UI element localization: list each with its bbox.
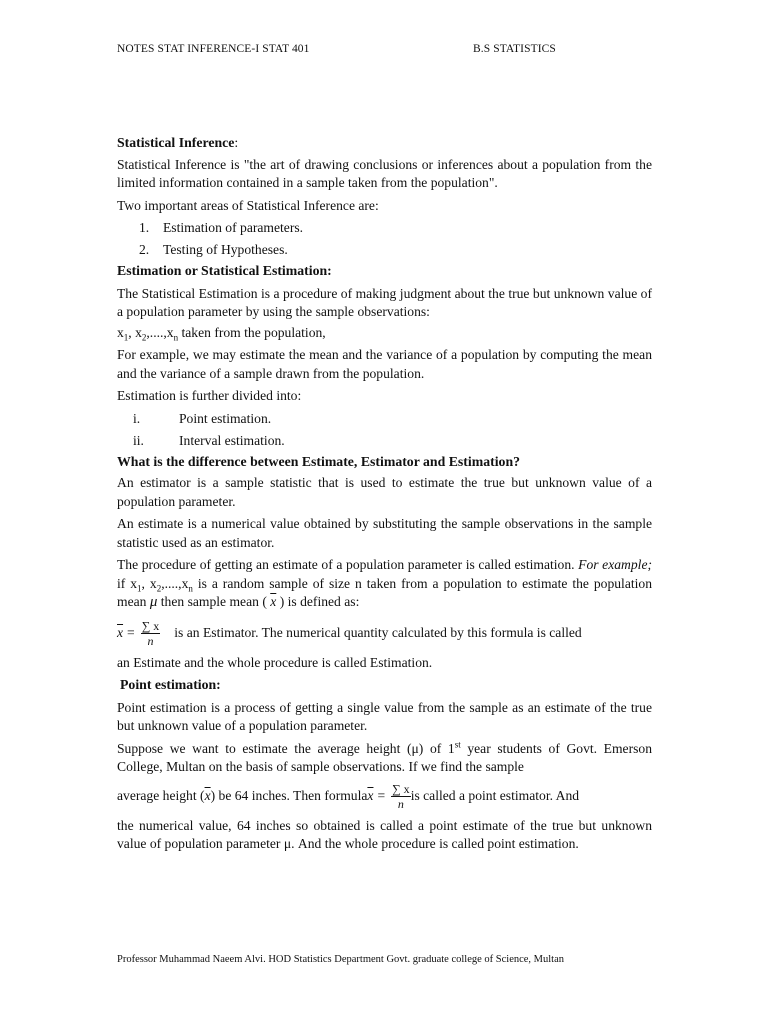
fraction-denominator: n (147, 634, 154, 648)
formula-description: is an Estimator. The numerical quantity calculated by this formula is called (174, 625, 582, 641)
paragraph-si-definition: Statistical Inference is "the art of drawing conclusions or inferences about a population from the limited information contained in a sample taken from the population". (117, 156, 652, 190)
paragraph-estimate-procedure: an Estimate and the whole procedure is called Estimation. (117, 654, 433, 670)
point-estimator-fraction (391, 782, 411, 811)
xbar-symbol: $\overline{x}$ (117, 625, 124, 641)
heading-statistical-inference: Statistical Inference: (117, 135, 239, 150)
list-item: i. Point estimation. (133, 410, 272, 426)
list-item: 1. Estimation of parameters. (139, 220, 304, 235)
point-estimator-formula-line: average height ( $\overline{x}$ ) be 64 inches. Then formula $\overline{x}$ = $\frac{\sum x}{n}$ is called a point estimator. And (117, 782, 580, 811)
list-item: 2. Testing of Hypotheses. (139, 242, 288, 257)
xbar-symbol: $\overline{x}$ (270, 594, 277, 609)
list-item: ii. Interval estimation. (133, 432, 285, 448)
paragraph-point-estimation-definition: Point estimation is a process of getting a single value from the sample as an estimate of the true but unknown value of a population parameter. (117, 699, 652, 733)
list-estimation-types (117, 408, 652, 452)
paragraph-height-example: Suppose we want to estimate the average height (μ) of 1st year students of Govt. Emerson College, Multan on the basis of sample observations. If we find the sample (117, 738, 652, 774)
xbar-symbol: $\overline{x}$ (204, 788, 211, 804)
paragraph-sample-observations: $x_1$, $x_2,....,x_n$ taken from the population, (117, 324, 326, 343)
paragraph-estimation-division: Estimation is further divided into: (117, 388, 302, 403)
fraction-numerator: ∑ x (392, 782, 410, 796)
paragraph-si-areas-intro: Two important areas of Statistical Inference are: (117, 197, 379, 213)
equals-sign: = (127, 625, 135, 641)
heading-difference: What is the difference between Estimate, Estimator and Estimation? (117, 453, 521, 469)
paragraph-estimation-definition: The Statistical Estimation is a procedure of making judgment about the true but unknown value of a population parameter by using the sample observations: (117, 285, 652, 319)
fraction-denominator: n (397, 797, 404, 811)
paragraph-point-estimate: the numerical value, 64 inches so obtained is called a point estimate of the true but unknown value of population parameter μ. And the whole procedure is called point estimation. (117, 817, 652, 851)
sample-mean-fraction (141, 619, 161, 648)
page-header (117, 43, 657, 55)
xbar-symbol: $\overline{x}$ (367, 788, 374, 804)
sample-mean-formula-line (117, 614, 652, 654)
list-inference-areas (117, 217, 652, 261)
header-course-title: NOTES STAT INFERENCE-I STAT 401 (117, 43, 310, 55)
page-footer: Professor Muhammad Naeem Alvi. HOD Statistics Department Govt. graduate college of Science, Multan (117, 954, 565, 965)
paragraph-estimate: An estimate is a numerical value obtained by substituting the sample observations in the sample statistic used as an estimator. (117, 516, 652, 550)
paragraph-estimation-procedure: The procedure of getting an estimate of a population parameter is called estimation. For example; if $x_1$, $x_2,....,x_n$ is a random sample of size n taken from a population to estimate the population mean μ then sample mean ( $\overline{x}$ ) is defined as: (117, 557, 653, 610)
paragraph-estimation-example: For example, we may estimate the mean and the variance of a population by computing the mean and the variance of a sample drawn from the population. (117, 347, 652, 381)
header-program: B.S STATISTICS (473, 43, 556, 55)
paragraph-estimator: An estimator is a sample statistic that is used to estimate the true but unknown value of a population parameter. (117, 475, 652, 509)
document-body (117, 134, 652, 854)
fraction-numerator: ∑ x (141, 619, 160, 633)
equals-sign: = (377, 788, 386, 804)
heading-estimation: Estimation or Statistical Estimation: (117, 263, 332, 278)
heading-point-estimation: Point estimation: (120, 677, 221, 692)
mu-symbol: μ (149, 594, 158, 610)
